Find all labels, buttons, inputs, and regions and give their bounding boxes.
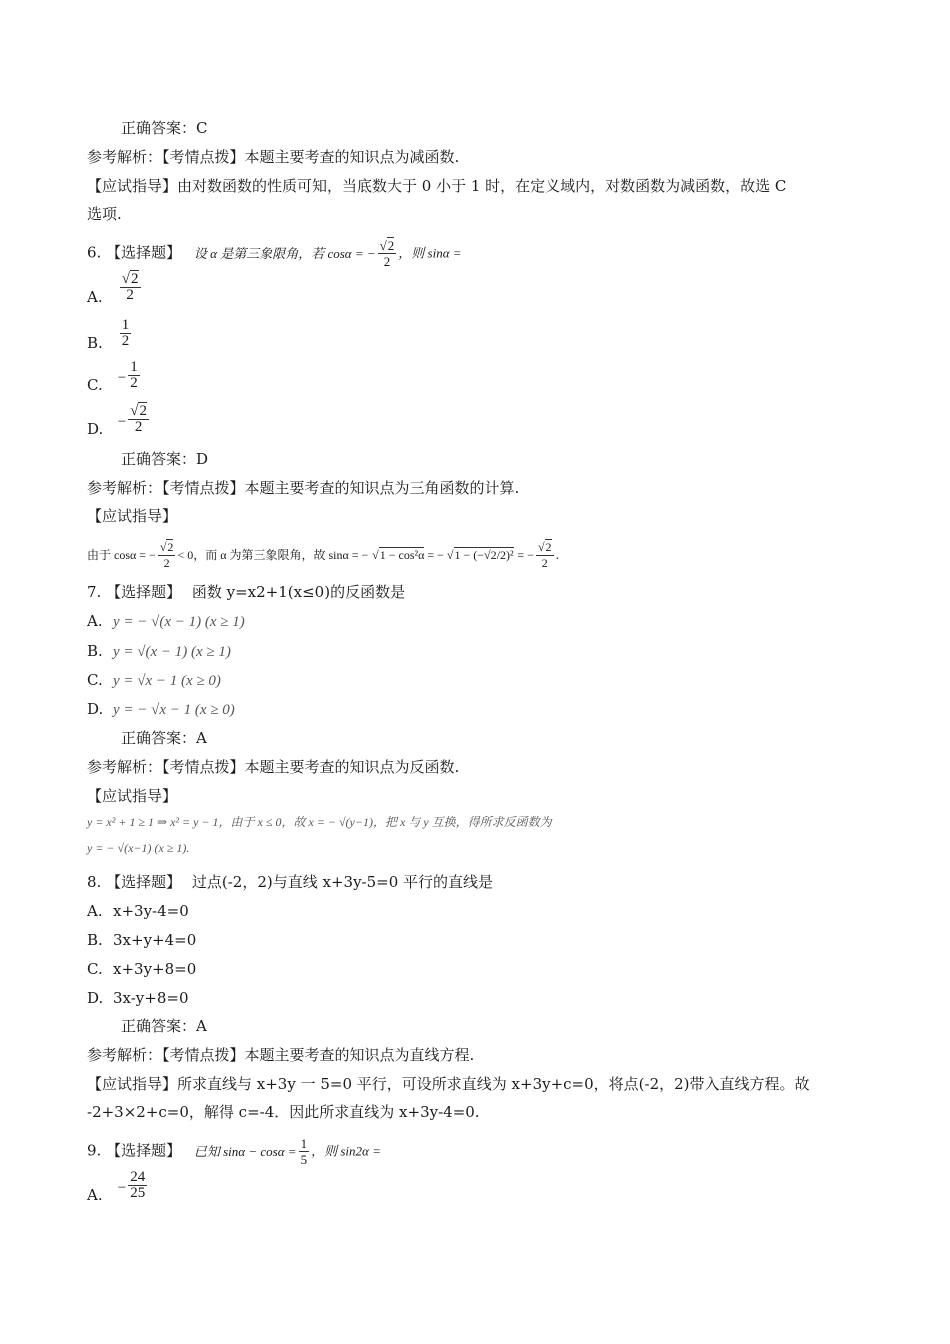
q5-guide-line1: 【应试指导】由对数函数的性质可知，当底数大于 0 小于 1 时，在定义域内，对数函数为减函数，故选 C bbox=[87, 177, 787, 195]
option-label: A. bbox=[87, 612, 103, 630]
q7-stem bbox=[87, 582, 405, 602]
option-text: y = − √(x − 1) (x ≥ 1) bbox=[113, 614, 245, 630]
q5-answer: 正确答案：C bbox=[121, 119, 208, 137]
q7-option-d[interactable] bbox=[87, 699, 235, 720]
option-text: 3x-y+8=0 bbox=[113, 989, 189, 1007]
option-text: y = − √x − 1 (x ≥ 0) bbox=[113, 702, 235, 718]
q8-stem-text: 过点(-2，2)与直线 x+3y-5=0 平行的直线是 bbox=[191, 873, 494, 891]
q7-answer: 正确答案：A bbox=[121, 729, 207, 747]
q5-analysis: 参考解析：【考情点拨】本题主要考查的知识点为减函数. bbox=[87, 148, 460, 166]
q7-option-c[interactable] bbox=[87, 670, 221, 691]
q7-number: 7. 【选择题】 bbox=[87, 583, 182, 601]
q8-option-a[interactable] bbox=[87, 901, 189, 921]
q6-stem-suffix: ，则 sinα = bbox=[398, 245, 462, 261]
q7-stem-text: 函数 y=x2+1(x≤0)的反函数是 bbox=[191, 583, 406, 601]
q6-option-d-value: $\frac{√2}{2}$ bbox=[130, 403, 147, 435]
q6-guide-label: 【应试指导】 bbox=[87, 507, 178, 525]
q6-analysis: 参考解析：【考情点拨】本题主要考查的知识点为三角函数的计算. bbox=[87, 479, 520, 497]
q6-guide-formula: 由于 cosα = − $\frac{√2}{2}$ < 0，而 α 为第三象限角，故 sinα = − √1 − cos²α = − √1 − (−√2/2)² = − $\frac{√2}{2}$ . bbox=[87, 540, 560, 570]
option-label: A. bbox=[87, 287, 103, 306]
q6-stem-fraction: $\frac{√2}{2}$ bbox=[379, 238, 395, 269]
option-label: C. bbox=[87, 671, 103, 689]
q8-analysis: 参考解析：【考情点拨】本题主要考查的知识点为直线方程. bbox=[87, 1046, 475, 1064]
q8-guide-line2: -2+3×2+c=0，解得 c=-4．因此所求直线为 x+3y-4=0. bbox=[87, 1103, 480, 1121]
option-text: x+3y+8=0 bbox=[113, 960, 197, 978]
option-label: D. bbox=[87, 700, 104, 718]
q6-stem-prefix: 设 α 是第三象限角，若 cosα = − bbox=[193, 245, 376, 261]
option-text: x+3y-4=0 bbox=[113, 902, 189, 920]
option-label: C. bbox=[87, 960, 103, 978]
q8-guide-line1: 【应试指导】所求直线与 x+3y 一 5=0 平行，可设所求直线为 x+3y+c=0，将点(-2，2)带入直线方程。故 bbox=[87, 1075, 810, 1093]
q7-guide-line2: y = − √(x−1) (x ≥ 1). bbox=[87, 841, 190, 855]
q6-answer: 正确答案：D bbox=[121, 450, 209, 468]
q9-stem-suffix: ，则 sin2α = bbox=[311, 1143, 381, 1159]
q6-option-d[interactable]: D. − $\frac{√2}{2}$ bbox=[87, 403, 147, 438]
q6-option-c-value: $\frac{1}{2}$ bbox=[130, 359, 138, 391]
q7-guide-label: 【应试指导】 bbox=[87, 787, 178, 805]
q9-option-a[interactable]: A. − $\frac{24}{25}$ bbox=[87, 1169, 146, 1204]
q9-stem-prefix: 已知 sinα − cosα = bbox=[193, 1143, 297, 1159]
q8-option-b[interactable] bbox=[87, 930, 196, 950]
option-label: B. bbox=[87, 931, 103, 949]
q8-option-c[interactable] bbox=[87, 959, 196, 979]
q8-number: 8. 【选择题】 bbox=[87, 873, 182, 891]
formula-part: < 0，而 α 为第三象限角，故 sinα = − bbox=[177, 548, 369, 562]
q6-option-b[interactable] bbox=[87, 317, 133, 359]
q7-analysis: 参考解析：【考情点拨】本题主要考查的知识点为反函数. bbox=[87, 758, 460, 776]
option-label: B. bbox=[87, 642, 103, 660]
option-text: y = √x − 1 (x ≥ 0) bbox=[113, 673, 221, 689]
q9-stem: 9. 【选择题】 已知 sinα − cosα = $\frac{1}{5}$ ，则 sin2α = bbox=[87, 1136, 381, 1167]
option-label: D. bbox=[87, 419, 104, 438]
q6-number: 6. 【选择题】 bbox=[87, 243, 182, 262]
option-label: B. bbox=[87, 333, 103, 352]
option-label: C. bbox=[87, 375, 103, 394]
q8-stem bbox=[87, 872, 493, 892]
option-text: 3x+y+4=0 bbox=[113, 931, 197, 949]
q6-option-c[interactable]: C. − $\frac{1}{2}$ bbox=[87, 359, 138, 394]
option-label: A. bbox=[87, 1185, 103, 1204]
option-label: A. bbox=[87, 902, 103, 920]
option-label: D. bbox=[87, 989, 104, 1007]
q8-option-d[interactable] bbox=[87, 988, 189, 1008]
q6-option-a-value: $\frac{√2}{2}$ bbox=[121, 271, 139, 303]
q9-number: 9. 【选择题】 bbox=[87, 1141, 182, 1160]
q6-option-a[interactable] bbox=[87, 271, 143, 313]
q8-answer: 正确答案：A bbox=[121, 1017, 207, 1035]
option-text: y = √(x − 1) (x ≥ 1) bbox=[113, 644, 231, 660]
formula-part: = − bbox=[517, 548, 534, 562]
q5-guide-line2: 选项. bbox=[87, 205, 122, 223]
q6-stem bbox=[87, 238, 462, 269]
q6-option-b-value: $\frac{1}{2}$ bbox=[121, 317, 130, 349]
formula-part: 由于 cosα = − bbox=[87, 548, 156, 562]
q9-option-a-value: $\frac{24}{25}$ bbox=[130, 1169, 146, 1201]
q7-guide-line1: y = x² + 1 ≥ 1 ⇒ x² = y − 1，由于 x ≤ 0，故 x = − √(y−1)，把 x 与 y 互换，得所求反函数为 bbox=[87, 815, 552, 829]
q7-option-b[interactable] bbox=[87, 641, 231, 662]
q7-option-a[interactable] bbox=[87, 611, 245, 632]
